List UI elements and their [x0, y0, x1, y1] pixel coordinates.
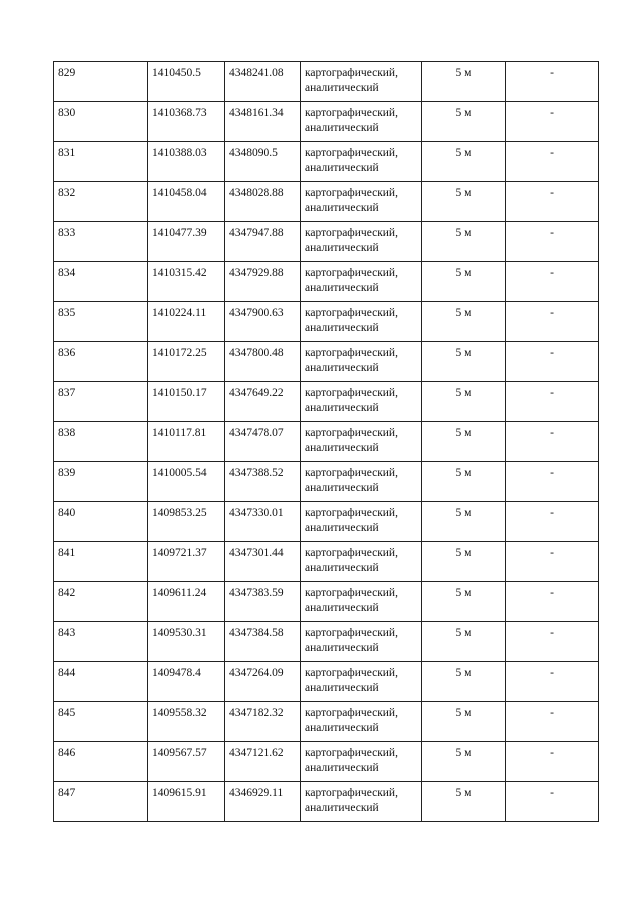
y-coordinate-cell: 4348161.34 [225, 102, 301, 142]
accuracy-cell: 5 м [422, 582, 506, 622]
table-row [54, 742, 599, 782]
table-row [54, 302, 599, 342]
table-row [54, 62, 599, 102]
accuracy-cell: 5 м [422, 462, 506, 502]
description-cell: - [506, 182, 599, 222]
method-cell: картографический, аналитический [301, 582, 422, 622]
description-cell: - [506, 742, 599, 782]
y-coordinate-cell: 4348090.5 [225, 142, 301, 182]
point-number-cell: 844 [54, 662, 148, 702]
y-coordinate-cell: 4347929.88 [225, 262, 301, 302]
method-cell: картографический, аналитический [301, 462, 422, 502]
y-coordinate-cell: 4347649.22 [225, 382, 301, 422]
accuracy-cell: 5 м [422, 302, 506, 342]
coordinates-table [53, 61, 599, 822]
table-row [54, 102, 599, 142]
x-coordinate-cell: 1410117.81 [148, 422, 225, 462]
accuracy-cell: 5 м [422, 102, 506, 142]
method-cell: картографический, аналитический [301, 142, 422, 182]
accuracy-cell: 5 м [422, 502, 506, 542]
description-cell: - [506, 222, 599, 262]
table-row [54, 422, 599, 462]
method-cell: картографический, аналитический [301, 222, 422, 262]
method-cell: картографический, аналитический [301, 502, 422, 542]
x-coordinate-cell: 1410368.73 [148, 102, 225, 142]
point-number-cell: 839 [54, 462, 148, 502]
description-cell: - [506, 62, 599, 102]
table-row [54, 502, 599, 542]
description-cell: - [506, 702, 599, 742]
method-cell: картографический, аналитический [301, 742, 422, 782]
table-row [54, 342, 599, 382]
accuracy-cell: 5 м [422, 422, 506, 462]
accuracy-cell: 5 м [422, 342, 506, 382]
description-cell: - [506, 622, 599, 662]
point-number-cell: 834 [54, 262, 148, 302]
accuracy-cell: 5 м [422, 262, 506, 302]
table-row [54, 702, 599, 742]
method-cell: картографический, аналитический [301, 182, 422, 222]
description-cell: - [506, 462, 599, 502]
point-number-cell: 847 [54, 782, 148, 822]
table-row [54, 542, 599, 582]
x-coordinate-cell: 1409558.32 [148, 702, 225, 742]
accuracy-cell: 5 м [422, 662, 506, 702]
x-coordinate-cell: 1409567.57 [148, 742, 225, 782]
description-cell: - [506, 422, 599, 462]
accuracy-cell: 5 м [422, 742, 506, 782]
description-cell: - [506, 342, 599, 382]
x-coordinate-cell: 1410450.5 [148, 62, 225, 102]
accuracy-cell: 5 м [422, 542, 506, 582]
y-coordinate-cell: 4347301.44 [225, 542, 301, 582]
x-coordinate-cell: 1410477.39 [148, 222, 225, 262]
accuracy-cell: 5 м [422, 62, 506, 102]
method-cell: картографический, аналитический [301, 702, 422, 742]
table-row [54, 622, 599, 662]
description-cell: - [506, 502, 599, 542]
x-coordinate-cell: 1410005.54 [148, 462, 225, 502]
y-coordinate-cell: 4347383.59 [225, 582, 301, 622]
x-coordinate-cell: 1410315.42 [148, 262, 225, 302]
method-cell: картографический, аналитический [301, 302, 422, 342]
x-coordinate-cell: 1410150.17 [148, 382, 225, 422]
y-coordinate-cell: 4347384.58 [225, 622, 301, 662]
y-coordinate-cell: 4347121.62 [225, 742, 301, 782]
accuracy-cell: 5 м [422, 782, 506, 822]
description-cell: - [506, 582, 599, 622]
point-number-cell: 831 [54, 142, 148, 182]
method-cell: картографический, аналитический [301, 382, 422, 422]
accuracy-cell: 5 м [422, 622, 506, 662]
table-row [54, 222, 599, 262]
y-coordinate-cell: 4348241.08 [225, 62, 301, 102]
table-row [54, 582, 599, 622]
description-cell: - [506, 262, 599, 302]
x-coordinate-cell: 1409530.31 [148, 622, 225, 662]
method-cell: картографический, аналитический [301, 782, 422, 822]
description-cell: - [506, 302, 599, 342]
y-coordinate-cell: 4347264.09 [225, 662, 301, 702]
coordinates-table-body [54, 62, 599, 822]
description-cell: - [506, 782, 599, 822]
y-coordinate-cell: 4347900.63 [225, 302, 301, 342]
y-coordinate-cell: 4347800.48 [225, 342, 301, 382]
description-cell: - [506, 102, 599, 142]
x-coordinate-cell: 1409611.24 [148, 582, 225, 622]
point-number-cell: 845 [54, 702, 148, 742]
table-row [54, 142, 599, 182]
description-cell: - [506, 142, 599, 182]
table-row [54, 782, 599, 822]
y-coordinate-cell: 4347330.01 [225, 502, 301, 542]
x-coordinate-cell: 1409615.91 [148, 782, 225, 822]
x-coordinate-cell: 1409721.37 [148, 542, 225, 582]
description-cell: - [506, 662, 599, 702]
x-coordinate-cell: 1410388.03 [148, 142, 225, 182]
point-number-cell: 835 [54, 302, 148, 342]
method-cell: картографический, аналитический [301, 422, 422, 462]
accuracy-cell: 5 м [422, 702, 506, 742]
table-row [54, 462, 599, 502]
point-number-cell: 833 [54, 222, 148, 262]
accuracy-cell: 5 м [422, 182, 506, 222]
table-row [54, 262, 599, 302]
description-cell: - [506, 382, 599, 422]
point-number-cell: 836 [54, 342, 148, 382]
method-cell: картографический, аналитический [301, 62, 422, 102]
x-coordinate-cell: 1410224.11 [148, 302, 225, 342]
table-row [54, 662, 599, 702]
method-cell: картографический, аналитический [301, 262, 422, 302]
table-row [54, 382, 599, 422]
accuracy-cell: 5 м [422, 222, 506, 262]
table-row [54, 182, 599, 222]
x-coordinate-cell: 1410458.04 [148, 182, 225, 222]
method-cell: картографический, аналитический [301, 342, 422, 382]
y-coordinate-cell: 4347182.32 [225, 702, 301, 742]
x-coordinate-cell: 1410172.25 [148, 342, 225, 382]
point-number-cell: 842 [54, 582, 148, 622]
point-number-cell: 843 [54, 622, 148, 662]
x-coordinate-cell: 1409478.4 [148, 662, 225, 702]
accuracy-cell: 5 м [422, 382, 506, 422]
point-number-cell: 837 [54, 382, 148, 422]
point-number-cell: 846 [54, 742, 148, 782]
y-coordinate-cell: 4347388.52 [225, 462, 301, 502]
point-number-cell: 841 [54, 542, 148, 582]
point-number-cell: 840 [54, 502, 148, 542]
point-number-cell: 838 [54, 422, 148, 462]
accuracy-cell: 5 м [422, 142, 506, 182]
method-cell: картографический, аналитический [301, 542, 422, 582]
y-coordinate-cell: 4348028.88 [225, 182, 301, 222]
point-number-cell: 830 [54, 102, 148, 142]
point-number-cell: 829 [54, 62, 148, 102]
y-coordinate-cell: 4347478.07 [225, 422, 301, 462]
method-cell: картографический, аналитический [301, 662, 422, 702]
description-cell: - [506, 542, 599, 582]
method-cell: картографический, аналитический [301, 622, 422, 662]
y-coordinate-cell: 4346929.11 [225, 782, 301, 822]
point-number-cell: 832 [54, 182, 148, 222]
x-coordinate-cell: 1409853.25 [148, 502, 225, 542]
method-cell: картографический, аналитический [301, 102, 422, 142]
y-coordinate-cell: 4347947.88 [225, 222, 301, 262]
